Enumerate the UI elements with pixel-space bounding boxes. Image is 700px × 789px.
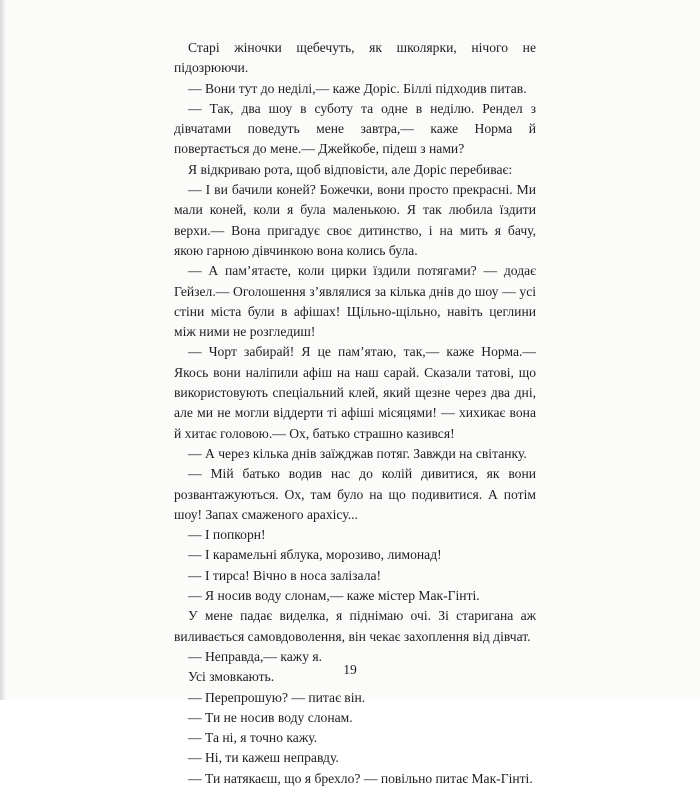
paragraph: — А через кілька днів заїжджав потяг. Завжди на світанку.	[188, 445, 527, 461]
page-binding-edge	[0, 0, 6, 700]
paragraph: — Вони тут до неділі,— каже Доріс. Біллі підходив питав.	[188, 80, 527, 96]
paragraph: — І карамельні яблука, морозиво, лимонад!	[188, 547, 442, 563]
paragraph: — І ви бачили коней? Божечки, вони просто прекрасні. Ми мали коней, коли я була маленькою. Я так любила їздити верхи.— Вона пригадує своє дитинство, і на мить я бачу, якою гарною дівчинкою вона колись була.	[174, 182, 536, 258]
paragraph: Я відкриваю рота, щоб відповісти, але Доріс перебиває:	[188, 161, 513, 177]
paragraph: — Ти натякаєш, що я брехло? — повільно питає Мак-Гінті.	[188, 770, 533, 786]
paragraph: — Ти не носив воду слонам.	[188, 709, 353, 725]
paragraph: — Мій батько водив нас до колій дивитися, як вони розвантажуються. Ох, там було на що подивитися. А потім шоу! Запах смаженого арахісу...	[174, 466, 536, 522]
paragraph: — І тирса! Вічно в носа залізала!	[188, 567, 382, 583]
page-number: 19	[343, 662, 357, 677]
paragraph: — Так, два шоу в суботу та одне в неділю. Рендел з дівчатами поведуть мене завтра,— каже Норма й повертається до мене.— Джейкобе, підеш з нами?	[174, 100, 536, 157]
paragraph: — Неправда,— кажу я.	[188, 648, 323, 664]
paragraph: — І попкорн!	[188, 527, 266, 543]
paragraph: — Та ні, я точно кажу.	[188, 730, 318, 746]
paragraph: Усі змовкають.	[188, 669, 275, 685]
paragraph: — Я носив воду слонам,— каже містер Мак-Гінті.	[188, 588, 480, 604]
paragraph: — Чорт забирай! Я це пам’ятаю, так,— каже Норма.— Якось вони наліпили афіш на наш сарай. Сказали татові, що використовують спеціальний клей, який щезне через два дні, але ми не могли віддерти ті афіші місяцями! — хихикає вона й хитає головою.— Ох, батько страшно казився!	[174, 344, 536, 441]
paragraph: — А пам’ятаєте, коли цирки їздили потягами? — додає Гейзел.— Оголошення з’являлися за кілька днів до шоу — усі стіни міста були в афішах! Щільно-щільно, навіть цеглини між ними не розгледиш!	[174, 263, 536, 340]
paragraph: У мене падає виделка, я піднімаю очі. Зі старигана аж виливається самовдоволення, він чекає захоплення від дівчат.	[174, 608, 536, 644]
paragraph: — Перепрошую? — питає він.	[188, 689, 366, 705]
paragraph: Старі жіночки щебечуть, як школярки, нічого не підозрюючи.	[174, 40, 536, 76]
paragraph: — Ні, ти кажеш неправду.	[188, 750, 339, 766]
